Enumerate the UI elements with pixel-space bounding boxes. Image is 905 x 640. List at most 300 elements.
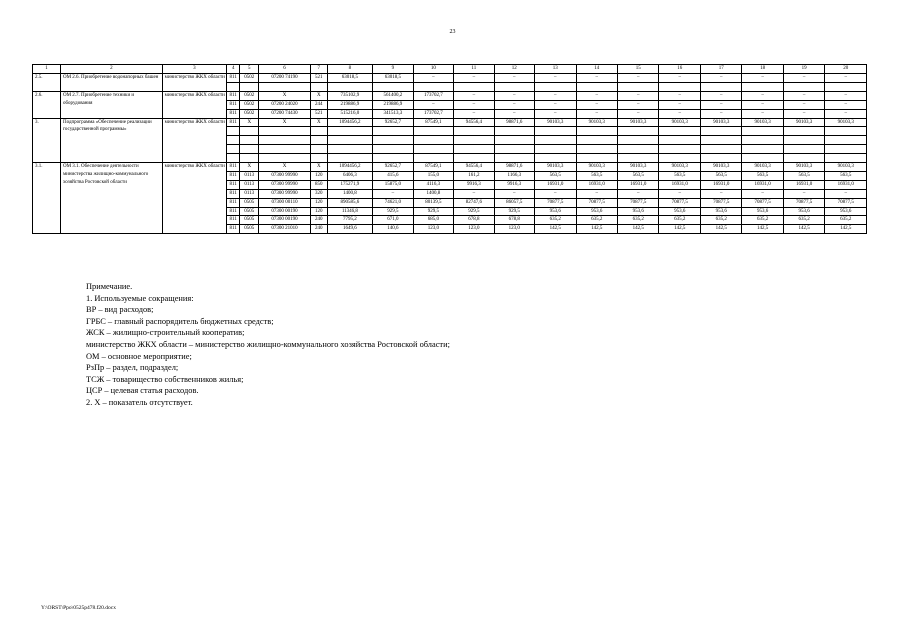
table-cell: 63018,5 [327, 74, 373, 83]
table-cell: 0502 [240, 91, 259, 100]
table-cell [240, 136, 259, 145]
table-cell: – [576, 91, 617, 100]
table-cell [659, 82, 700, 91]
table-cell: 678,8 [454, 216, 494, 225]
table-cell [825, 154, 867, 163]
table-cell [617, 127, 658, 136]
table-cell: – [700, 189, 741, 198]
table-cell [327, 154, 373, 163]
table-cell: 4116,3 [413, 180, 453, 189]
note-line: ЦСР – целевая статья расходов. [86, 386, 199, 396]
table-cell: – [454, 74, 494, 83]
table-cell [413, 82, 453, 91]
table-cell: 1400,8 [413, 189, 453, 198]
table-cell: 563,5 [535, 171, 576, 180]
table-cell: 219886,9 [373, 100, 413, 109]
column-number: 18 [742, 65, 783, 74]
table-cell: 811 [226, 207, 239, 216]
note-line: ГРБС – главный распорядитель бюджетных средств; [86, 316, 274, 326]
table-cell: 953,6 [535, 207, 576, 216]
table-cell: 98871,6 [494, 162, 534, 171]
table-cell [240, 127, 259, 136]
table-cell: 415,6 [373, 171, 413, 180]
table-cell: 07200 74430 [259, 109, 311, 118]
table-cell [454, 145, 494, 154]
table-cell: 90103,3 [535, 162, 576, 171]
table-cell: 811 [226, 180, 239, 189]
table-cell: – [617, 109, 658, 118]
table-row [33, 118, 867, 127]
table-cell: 635,2 [576, 216, 617, 225]
table-cell [742, 154, 783, 163]
table-cell: 142,5 [659, 225, 700, 234]
table-cell: 87549,1 [413, 162, 453, 171]
table-cell [535, 82, 576, 91]
table-cell [259, 127, 311, 136]
table-cell: – [742, 91, 783, 100]
table-cell: 70877,5 [617, 198, 658, 207]
table-cell: 563,5 [825, 171, 867, 180]
table-cell: 70877,5 [576, 198, 617, 207]
table-cell [373, 145, 413, 154]
table-body [33, 65, 867, 234]
table-cell: 70877,5 [783, 198, 824, 207]
table-cell [617, 136, 658, 145]
table-cell: 16931,0 [742, 180, 783, 189]
responsible-org: министерство ЖКХ области [162, 74, 226, 92]
table-cell: 0113 [240, 189, 259, 198]
table-cell [226, 136, 239, 145]
table-cell: 142,5 [576, 225, 617, 234]
column-number: 16 [659, 65, 700, 74]
table-cell [535, 136, 576, 145]
table-cell [327, 127, 373, 136]
table-cell: 811 [226, 100, 239, 109]
table-cell [825, 127, 867, 136]
table-cell [226, 145, 239, 154]
table-cell [494, 82, 534, 91]
table-cell: 94556,4 [454, 162, 494, 171]
table-cell: 6406,3 [327, 171, 373, 180]
table-cell: – [617, 91, 658, 100]
notes-list [86, 293, 786, 409]
table-cell: 92652,7 [373, 162, 413, 171]
table-cell: 90103,3 [700, 162, 741, 171]
table-cell: 7795,2 [327, 216, 373, 225]
table-cell: – [454, 109, 494, 118]
table-cell: – [825, 109, 867, 118]
measure-name: ОМ 3.1. Обеспечение деятельности министерства жилищно-коммунального хозяйства Ростовской области [61, 162, 163, 233]
table-cell: X [310, 91, 327, 100]
table-cell: 80139,5 [413, 198, 453, 207]
note-line: ТСЖ – товарищество собственников жилья; [86, 374, 244, 384]
table-cell [327, 82, 373, 91]
table-cell: X [240, 162, 259, 171]
table-cell [783, 82, 824, 91]
table-cell: 173702,7 [413, 109, 453, 118]
table-cell: 515216,0 [327, 109, 373, 118]
column-number: 10 [413, 65, 453, 74]
table-cell: 953,6 [825, 207, 867, 216]
table-cell: – [783, 91, 824, 100]
row-index: 3.1. [33, 162, 61, 233]
table-cell [259, 136, 311, 145]
table-cell: 16931,0 [535, 180, 576, 189]
table-cell: 140,6 [373, 225, 413, 234]
table-cell: 07200 24020 [259, 100, 311, 109]
table-cell: – [825, 100, 867, 109]
table-cell: 0502 [240, 74, 259, 83]
budget-table [32, 64, 867, 234]
table-cell: 0505 [240, 216, 259, 225]
header-row [33, 65, 867, 74]
table-cell: 90103,3 [617, 162, 658, 171]
table-cell [226, 82, 239, 91]
table-cell: 811 [226, 109, 239, 118]
table-cell: 90103,3 [576, 118, 617, 127]
table-cell [494, 154, 534, 163]
table-cell: 9916,3 [494, 180, 534, 189]
table-cell: 90103,3 [742, 162, 783, 171]
table-cell: 953,6 [742, 207, 783, 216]
measure-name: ОМ 2.6. Приобретение водонапорных башен [61, 74, 163, 92]
table-cell: 87549,1 [413, 118, 453, 127]
table-cell: 173702,7 [413, 91, 453, 100]
table-cell: 563,5 [659, 171, 700, 180]
table-cell: 0113 [240, 171, 259, 180]
table-cell: – [576, 189, 617, 198]
table-cell: X [259, 162, 311, 171]
table-cell [825, 82, 867, 91]
note-line: РзПр – раздел, подраздел; [86, 363, 179, 373]
table-cell [310, 145, 327, 154]
table-cell: 11346,8 [327, 207, 373, 216]
table-cell [700, 154, 741, 163]
table-cell [310, 136, 327, 145]
column-number: 4 [226, 65, 239, 74]
table-cell: – [535, 74, 576, 83]
table-cell [327, 145, 373, 154]
table-cell: 90103,3 [659, 118, 700, 127]
table-cell: – [373, 189, 413, 198]
row-index: 3. [33, 118, 61, 162]
table-cell: 953,6 [783, 207, 824, 216]
column-number: 14 [576, 65, 617, 74]
table-cell: – [742, 74, 783, 83]
table-cell: 70877,5 [825, 198, 867, 207]
table-cell: 0505 [240, 198, 259, 207]
table-cell: 953,6 [617, 207, 658, 216]
table-cell: 07300 99990 [259, 171, 311, 180]
table-cell: 63018,5 [373, 74, 413, 83]
column-number: 11 [454, 65, 494, 74]
table-cell: 929,5 [373, 207, 413, 216]
table-cell [259, 145, 311, 154]
table-cell: 811 [226, 74, 239, 83]
table-cell: 123,0 [454, 225, 494, 234]
table-cell [659, 136, 700, 145]
table-cell: 635,2 [825, 216, 867, 225]
table-cell: 685,0 [413, 216, 453, 225]
table-cell [576, 145, 617, 154]
table-cell: 1400,8 [327, 189, 373, 198]
table-cell: – [700, 109, 741, 118]
table-cell: – [454, 189, 494, 198]
table-cell: 953,6 [576, 207, 617, 216]
table-cell: 635,2 [742, 216, 783, 225]
table-cell [494, 136, 534, 145]
table-cell: 142,5 [535, 225, 576, 234]
table-cell: – [576, 100, 617, 109]
table-cell [576, 154, 617, 163]
column-number: 19 [783, 65, 824, 74]
table-cell: 90103,3 [576, 162, 617, 171]
table-cell: 890585,6 [327, 198, 373, 207]
table-cell: – [535, 189, 576, 198]
table-cell: 635,2 [700, 216, 741, 225]
table-cell: – [783, 109, 824, 118]
column-number: 3 [162, 65, 226, 74]
table-cell [783, 145, 824, 154]
table-cell: 1166,3 [494, 171, 534, 180]
table-cell: 16931,0 [576, 180, 617, 189]
table-cell: – [783, 189, 824, 198]
table-cell: 90103,3 [783, 118, 824, 127]
table-cell [454, 136, 494, 145]
table-cell: 219886,9 [327, 100, 373, 109]
table-cell: – [454, 100, 494, 109]
table-cell: X [240, 118, 259, 127]
table-row [33, 91, 867, 100]
table-cell: 142,5 [742, 225, 783, 234]
table-cell: 142,5 [783, 225, 824, 234]
table-cell [310, 82, 327, 91]
table-cell [783, 154, 824, 163]
responsible-org: министерство ЖКХ области [162, 162, 226, 233]
column-number: 20 [825, 65, 867, 74]
notes-title: Примечание. [86, 282, 133, 291]
table-cell [700, 127, 741, 136]
table-cell: 07300 99990 [259, 180, 311, 189]
table-cell: 92652,7 [373, 118, 413, 127]
table-cell: 1649,6 [327, 225, 373, 234]
table-cell: – [454, 91, 494, 100]
table-cell: – [659, 91, 700, 100]
table-cell: 811 [226, 118, 239, 127]
table-cell: 850 [310, 180, 327, 189]
table-cell: 142,5 [700, 225, 741, 234]
table-cell: 94556,4 [454, 118, 494, 127]
table-cell: 244 [310, 100, 327, 109]
table-cell: 240 [310, 216, 327, 225]
table-cell: 86057,5 [494, 198, 534, 207]
table-cell: 120 [310, 171, 327, 180]
table-cell: 90103,3 [742, 118, 783, 127]
column-number: 15 [617, 65, 658, 74]
table-cell [413, 145, 453, 154]
table-cell [413, 127, 453, 136]
table-cell [535, 127, 576, 136]
table-cell: – [617, 100, 658, 109]
table-cell [825, 145, 867, 154]
table-cell: 811 [226, 198, 239, 207]
table-cell: 90103,3 [659, 162, 700, 171]
table-cell: 90103,3 [825, 118, 867, 127]
table-cell [454, 127, 494, 136]
table-cell: – [825, 74, 867, 83]
table-cell: – [494, 189, 534, 198]
table-cell: 9916,3 [454, 180, 494, 189]
table-cell: 341513,3 [373, 109, 413, 118]
table-cell: 120 [310, 207, 327, 216]
row-index: 2.6. [33, 91, 61, 118]
table-cell [226, 127, 239, 136]
table-cell: 563,5 [742, 171, 783, 180]
table-cell: 563,5 [617, 171, 658, 180]
table-cell: 175271,9 [327, 180, 373, 189]
table-cell [700, 145, 741, 154]
table-cell [742, 136, 783, 145]
table-cell: – [659, 109, 700, 118]
table-cell: X [259, 91, 311, 100]
column-number: 7 [310, 65, 327, 74]
table-cell: 0502 [240, 109, 259, 118]
table-cell: – [494, 74, 534, 83]
table-cell: 929,5 [454, 207, 494, 216]
table-cell: 240 [310, 225, 327, 234]
table-cell: 953,6 [700, 207, 741, 216]
table-cell: – [825, 189, 867, 198]
table-cell [700, 82, 741, 91]
table-cell [535, 154, 576, 163]
table-cell [742, 82, 783, 91]
table-cell: 142,5 [825, 225, 867, 234]
table-cell: – [783, 100, 824, 109]
table-cell: – [659, 100, 700, 109]
table-cell: 90103,3 [535, 118, 576, 127]
file-path: Y:\ORST\Ppo\0525p478.f20.docx [41, 605, 116, 611]
table-cell: – [535, 91, 576, 100]
table-cell [413, 136, 453, 145]
note-line: 1. Используемые сокращения: [86, 293, 194, 303]
table-cell: 811 [226, 189, 239, 198]
responsible-org: министерство ЖКХ области [162, 91, 226, 118]
table-cell: – [413, 74, 453, 83]
table-cell: 07300 00110 [259, 198, 311, 207]
table-cell [226, 154, 239, 163]
table-cell: 120 [310, 198, 327, 207]
table-cell [373, 154, 413, 163]
measure-name: Подпрограмма «Обеспечение реализации государственной программы» [61, 118, 163, 162]
table-cell: – [576, 74, 617, 83]
table-cell [783, 136, 824, 145]
table-row [33, 162, 867, 171]
column-number: 8 [327, 65, 373, 74]
table-cell: 0505 [240, 225, 259, 234]
table-cell [259, 154, 311, 163]
table-cell [659, 127, 700, 136]
table-cell [327, 136, 373, 145]
table-cell: 90103,3 [617, 118, 658, 127]
table-cell: 82747,6 [454, 198, 494, 207]
table-cell: 563,5 [700, 171, 741, 180]
column-number: 9 [373, 65, 413, 74]
table-cell: 320 [310, 189, 327, 198]
table-cell: 521 [310, 74, 327, 83]
table-cell: 123,0 [413, 225, 453, 234]
table-cell: – [659, 189, 700, 198]
responsible-org: министерство ЖКХ области [162, 118, 226, 162]
table-cell: 563,5 [576, 171, 617, 180]
table-cell: 735102,9 [327, 91, 373, 100]
table-cell: 16931,0 [700, 180, 741, 189]
page-number: 23 [449, 29, 456, 35]
table-cell: 0502 [240, 100, 259, 109]
table-cell: 70877,5 [742, 198, 783, 207]
table-cell [373, 136, 413, 145]
table-cell: 635,2 [535, 216, 576, 225]
note-line: ОМ – основное мероприятие; [86, 351, 192, 361]
table-cell [494, 127, 534, 136]
table-cell [825, 136, 867, 145]
notes-section [86, 281, 786, 409]
table-cell: 0113 [240, 180, 259, 189]
table-cell: 16931,0 [659, 180, 700, 189]
column-number: 5 [240, 65, 259, 74]
table-cell [659, 145, 700, 154]
table-cell: 16931,0 [825, 180, 867, 189]
table-cell: 70877,5 [535, 198, 576, 207]
note-line: министерство ЖКХ области – министерство жилищно-коммунального хозяйства Ростовской области; [86, 339, 450, 349]
table-cell: – [576, 109, 617, 118]
table-cell: X [259, 118, 311, 127]
table-cell: 90103,3 [700, 118, 741, 127]
table-cell [413, 154, 453, 163]
table-cell [310, 127, 327, 136]
table-cell: – [742, 189, 783, 198]
measure-name: ОМ 2.7. Приобретение техники и оборудования [61, 91, 163, 118]
table-cell: 561400,2 [373, 91, 413, 100]
table-cell: 07300 00190 [259, 207, 311, 216]
table-cell: – [617, 189, 658, 198]
table-cell: 563,5 [783, 171, 824, 180]
note-line: ЖСК – жилищно-строительный кооператив; [86, 328, 245, 338]
table-cell: 161,2 [454, 171, 494, 180]
table-cell: – [700, 100, 741, 109]
column-number: 1 [33, 65, 61, 74]
table-cell: – [413, 100, 453, 109]
table-cell [310, 154, 327, 163]
table-cell: – [742, 100, 783, 109]
table-cell [700, 136, 741, 145]
note-line: ВР – вид расходов; [86, 305, 154, 315]
table-cell: – [825, 91, 867, 100]
column-number: 2 [61, 65, 163, 74]
table-cell [576, 127, 617, 136]
table-cell: 70877,5 [700, 198, 741, 207]
table-cell: 07300 21010 [259, 225, 311, 234]
table-cell: 671,0 [373, 216, 413, 225]
table-cell [742, 127, 783, 136]
table-row [33, 74, 867, 83]
table-cell [742, 145, 783, 154]
table-cell: 678,8 [494, 216, 534, 225]
table-cell [617, 154, 658, 163]
table-cell: – [700, 74, 741, 83]
table-cell: 953,6 [659, 207, 700, 216]
table-cell [576, 136, 617, 145]
table-cell [659, 154, 700, 163]
